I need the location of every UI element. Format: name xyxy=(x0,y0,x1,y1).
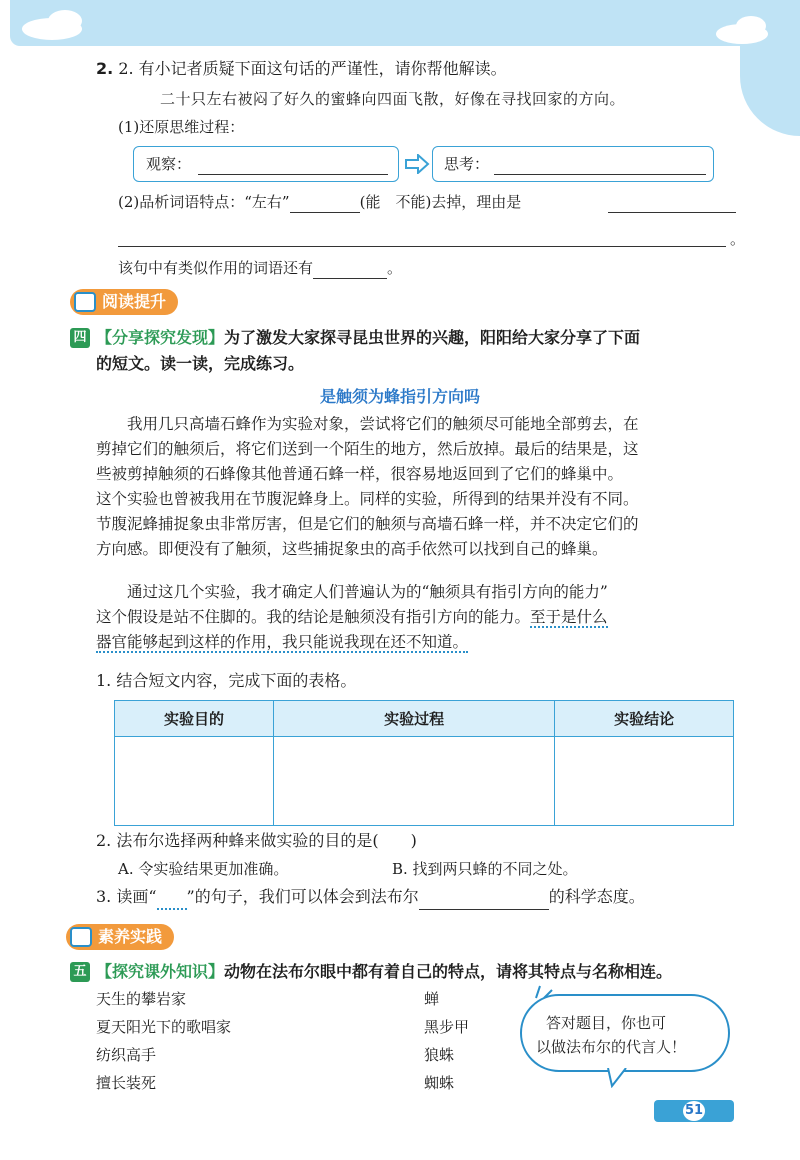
p1-line: 节腹泥蜂捕捉象虫非常厉害，但是它们的触须与高墙石蜂一样，并不决定它们的 xyxy=(96,515,639,533)
insect-name[interactable]: 狼蛛 xyxy=(424,1046,455,1064)
q2-sub2-a: (2)品析词语特点：“左右” xyxy=(118,193,290,211)
think-label: 思考： xyxy=(444,155,490,173)
q2-sub2-b: (能 不能)去掉，理由是 xyxy=(359,193,522,211)
header-sky-band xyxy=(10,0,800,46)
banner-reading-text: 阅读提升 xyxy=(102,292,167,311)
s4-q2-option-b[interactable]: B. 找到两只蜂的不同之处。 xyxy=(392,860,578,878)
s4-q2-option-a[interactable]: A. 令实验结果更加准确。 xyxy=(118,860,289,878)
insect-name[interactable]: 蜘蛛 xyxy=(424,1074,455,1092)
trait-item[interactable]: 天生的攀岩家 xyxy=(96,990,187,1008)
banner-practice-text: 素养实践 xyxy=(98,927,163,946)
insect-name[interactable]: 黑步甲 xyxy=(424,1018,470,1036)
q2-similar xyxy=(118,257,402,279)
banner-reading xyxy=(70,289,178,315)
table-cell-purpose[interactable] xyxy=(115,737,274,826)
p2-line-2a: 这个假设是站不住脚的。我的结论是触须没有指引方向的能力。 xyxy=(96,608,531,626)
s4-q3 xyxy=(96,886,645,910)
reason-period: 。 xyxy=(730,230,746,248)
section5-tag: 【探究课外知识】 xyxy=(96,962,225,981)
pencil-icon xyxy=(70,927,92,947)
banner-practice xyxy=(66,924,174,950)
sky-corner-curve xyxy=(740,46,800,136)
attitude-blank[interactable] xyxy=(419,909,549,910)
table-header: 实验目的 xyxy=(115,701,274,737)
zuoyou-blank[interactable] xyxy=(290,212,360,213)
similar-blank[interactable] xyxy=(313,278,387,279)
reason-blank-2[interactable] xyxy=(118,246,726,247)
table-header: 实验结论 xyxy=(555,701,734,737)
s4-q2: 2. 法布尔选择两种蜂来做实验的目的是( ) xyxy=(96,831,417,850)
s4-q3-b: ”的句子，我们可以体会到法布尔 xyxy=(186,887,419,906)
q2-label-text: 2. 有小记者质疑下面这句话的严谨性，请你帮他解读。 xyxy=(118,59,507,78)
q2-label: 2. 2. 有小记者质疑下面这句话的严谨性，请你帮他解读。 xyxy=(96,59,507,78)
p2-line: 通过这几个实验，我才确定人们普遍认为的“触须具有指引方向的能力” xyxy=(127,583,608,601)
article-paragraph-1 xyxy=(96,412,736,562)
wavy-underlined-text-2: 器官能够起到这样的作用，我只能说我现在还不知道。 xyxy=(96,633,469,651)
page-number: 51 xyxy=(683,1101,705,1121)
experiment-table xyxy=(114,700,734,826)
section4-tag: 【分享探究发现】 xyxy=(96,328,225,347)
bubble-tail-icon xyxy=(606,1068,630,1088)
p1-line: 些被剪掉触须的石蜂像其他普通石蜂一样，很容易地返回到了它们的蜂巢中。 xyxy=(96,465,624,483)
cloud-left-2 xyxy=(48,10,82,32)
observe-blank[interactable] xyxy=(198,174,388,175)
trait-item[interactable]: 夏天阳光下的歌唱家 xyxy=(96,1018,232,1036)
p1-line: 剪掉它们的触须后，将它们送到一个陌生的地方，然后放掉。最后的结果是，这 xyxy=(96,440,639,458)
p1-line: 这个实验也曾被我用在节腹泥蜂身上。同样的实验，所得到的结果并没有不同。 xyxy=(96,490,639,508)
table-header: 实验过程 xyxy=(274,701,555,737)
observe-label: 观察： xyxy=(146,155,192,173)
s4-q3-a: 3. 读画“ xyxy=(96,887,157,906)
section5-intro-text: 动物在法布尔眼中都有着自己的特点，请将其特点与名称相连。 xyxy=(224,962,673,981)
section5-intro xyxy=(96,961,672,983)
table-cell-conclusion[interactable] xyxy=(555,737,734,826)
section4-intro-1-text: 为了激发大家探寻昆虫世界的兴趣，阳阳给大家分享了下面 xyxy=(224,328,641,347)
section4-intro-2: 的短文。读一读，完成练习。 xyxy=(96,354,305,373)
think-blank[interactable] xyxy=(494,174,706,175)
article-title: 是触须为蜂指引方向吗 xyxy=(319,387,480,406)
wavy-line-sample xyxy=(157,886,187,910)
section4-intro-1 xyxy=(96,327,640,349)
section5-number: 五 xyxy=(70,962,90,982)
q2-quote: 二十只左右被闷了好久的蜜蜂向四面飞散，好像在寻找回家的方向。 xyxy=(160,90,626,108)
cloud-right-2 xyxy=(736,16,766,36)
article-paragraph-2 xyxy=(96,580,736,655)
p1-line: 方向感。即便没有了触须，这些捕捉象虫的高手依然可以找到自己的蜂巢。 xyxy=(96,540,608,558)
q2-similar-a: 该句中有类似作用的词语还有 xyxy=(118,259,314,277)
table-cell-process[interactable] xyxy=(274,737,555,826)
wavy-underlined-text: 至于是什么 xyxy=(530,608,608,626)
section4-number: 四 xyxy=(70,328,90,348)
arrow-right-icon xyxy=(404,154,430,174)
s4-q3-c: 的科学态度。 xyxy=(548,887,645,906)
insect-name[interactable]: 蝉 xyxy=(424,990,440,1008)
trait-item[interactable]: 擅长装死 xyxy=(96,1074,157,1092)
p1-line: 我用几只高墙石蜂作为实验对象，尝试将它们的触须尽可能地全部剪去，在 xyxy=(127,415,639,433)
q2-sub1: (1)还原思维过程： xyxy=(118,118,245,136)
trait-item[interactable]: 纺织高手 xyxy=(96,1046,157,1064)
q2-similar-b: 。 xyxy=(387,259,403,277)
book-icon xyxy=(74,292,96,312)
reason-blank-1[interactable] xyxy=(608,212,736,213)
bubble-line-2: 以做法布尔的代言人！ xyxy=(536,1038,687,1056)
q2-sub2 xyxy=(118,191,521,213)
s4-q1: 1. 结合短文内容，完成下面的表格。 xyxy=(96,671,357,690)
bubble-line-1: 答对题目，你也可 xyxy=(546,1014,667,1032)
